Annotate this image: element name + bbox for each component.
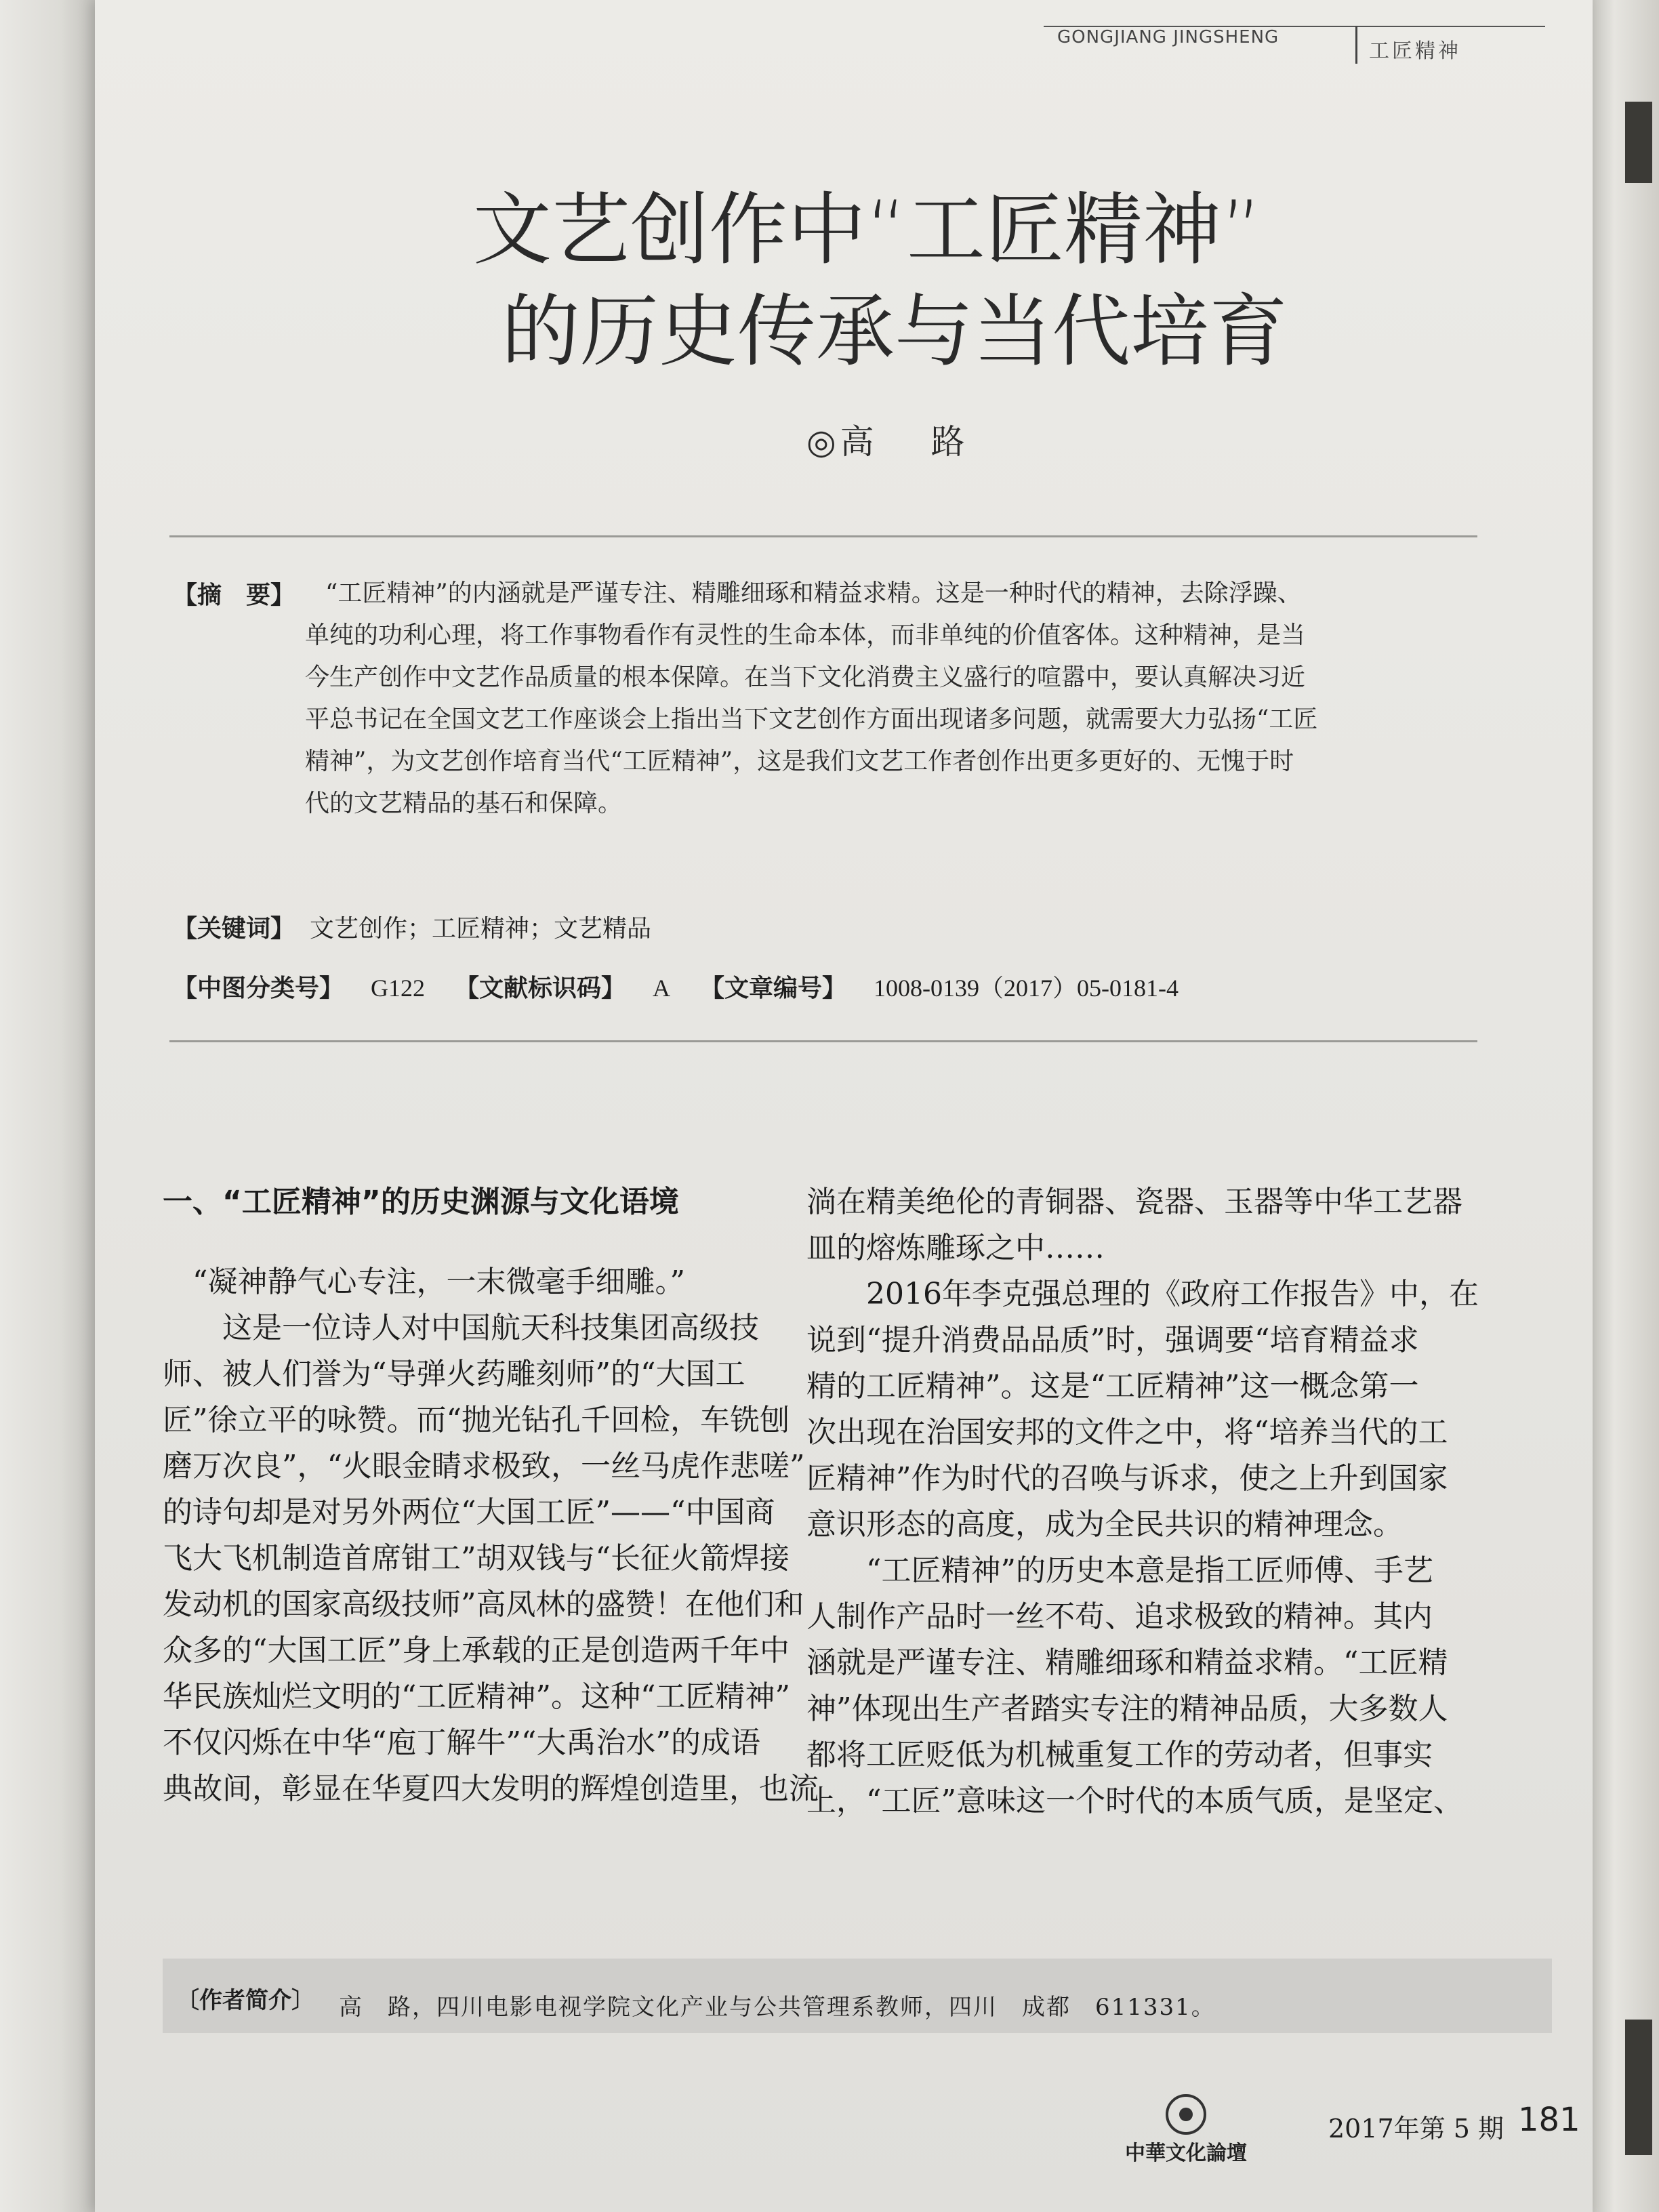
running-head-chinese: 工匠精神 [1369,39,1461,63]
page-number: 181 [1518,2101,1580,2139]
abstract-line: 今生产创作中文艺作品质量的根本保障。在当下文化消费主义盛行的喧嚣中，要认真解决习近 [305,663,1306,691]
body-line: 飞大飞机制造首席钳工”胡双钱与“长征火箭焊接 [163,1541,790,1576]
epigraph-quote: “凝神静气心专注，一末微毫手细雕。” [192,1265,685,1299]
body-line: “工匠精神”的历史本意是指工匠师傅、手艺 [806,1553,1433,1588]
body-line: 发动机的国家高级技师”高凤林的盛赞！在他们和 [163,1587,804,1622]
body-line: 神”体现出生产者踏实专注的精神品质，大多数人 [806,1692,1448,1726]
left-page-edge [0,0,102,2212]
keywords-value: 文艺创作；工匠精神；文艺精品 [310,915,652,943]
body-line: 众多的“大国工匠”身上承载的正是创造两千年中 [163,1633,790,1668]
running-head-divider [1355,26,1357,64]
logo-text: 中華文化論壇 [1125,2142,1247,2165]
running-head-pinyin: GONGJIANG JINGSHENG [1057,27,1279,47]
author-bio-label: 〔作者简介〕 [176,1987,314,2014]
article-author [806,415,988,464]
title-line-1: 文艺创作中“工匠精神” [472,184,1263,276]
body-line: 人制作产品时一丝不苟、追求极致的精神。其内 [806,1599,1433,1634]
clc-value: G122 [371,975,426,1002]
keywords [173,909,651,944]
body-column-left [163,1179,867,1812]
page-footer [1105,2094,1579,2182]
doc-code-value: A [653,975,671,1002]
body-line: 2016年李克强总理的《政府工作报告》中，在 [806,1277,1479,1311]
journal-logo [1118,2094,1254,2182]
abstract-line: 单纯的功利心理，将工作事物看作有灵性的生命本体，而非单纯的价值客体。这种精神，是当 [305,621,1306,649]
body-line: 说到“提升消费品品质”时，强调要“培育精益求 [806,1323,1419,1357]
body-line: 匠精神”作为时代的召唤与诉求，使之上升到国家 [806,1461,1448,1496]
body-line: 不仅闪烁在中华“庖丁解牛”“大禹治水”的成语 [163,1725,760,1760]
keywords-label: 【关键词】 [173,915,295,943]
running-head [1044,12,1559,63]
body-line: 典故间，彰显在华夏四大发明的辉煌创造里，也流 [163,1771,819,1806]
classification-row [173,969,1208,1004]
body-line: 次出现在治国安邦的文件之中，将“培养当代的工 [806,1415,1448,1450]
abstract-line: 平总书记在全国文艺工作座谈会上指出当下文艺创作方面出现诸多问题，就需要大力弘扬“工匠 [305,705,1318,733]
title-line-2: 的历史传承与当代培育 [501,286,1288,377]
abstract-line: “工匠精神”的内涵就是严谨专注、精雕细琢和精益求精。这是一种时代的精神，去除浮躁、 [325,579,1302,607]
body-line: 的诗句却是对另外两位“大国工匠”——“中国商 [163,1495,775,1530]
body-column-right [806,1179,1545,1824]
body-line: 意识形态的高度，成为全民共识的精神理念。 [806,1507,1403,1542]
issue-label: 2017年第 5 期 [1328,2114,1504,2144]
right-page-edge [1584,0,1659,2212]
author-name: 高 路 [840,422,988,462]
section-heading: 一、“工匠精神”的历史渊源与文化语境 [163,1185,679,1219]
abstract-line: 代的文艺精品的基石和保障。 [305,790,623,817]
body-line: 淌在精美绝伦的青铜器、瓷器、玉器等中华工艺器 [806,1185,1462,1219]
abstract-text [305,573,1471,825]
author-bio-text: 高 路，四川电影电视学院文化产业与公共管理系教师，四川 成都 611331。 [339,1994,1216,2021]
logo-emblem-icon [1166,2094,1206,2135]
body-line: 磨万次良”，“火眼金睛求极致，一丝马虎作悲嗟” [163,1449,805,1483]
journal-page [95,0,1593,2212]
article-number-label: 【文章编号】 [700,975,847,1002]
body-line: 都将工匠贬低为机械重复工作的劳动者，但事实 [806,1738,1433,1772]
body-line: 匠”徐立平的咏赞。而“抛光钻孔千回检，车铣刨 [163,1403,790,1437]
body-line: 精的工匠精神”。这是“工匠精神”这一概念第一 [806,1369,1419,1404]
abstract-bottom-rule [169,1040,1477,1042]
article-number-value: 1008-0139（2017）05-0181-4 [874,975,1179,1002]
body-line: 这是一位诗人对中国航天科技集团高级技 [222,1311,759,1345]
right-edge-strip [1625,2020,1652,2155]
body-line: 上，“工匠”意味这一个时代的本质气质，是坚定、 [806,1784,1463,1818]
body-line: 华民族灿烂文明的“工匠精神”。这种“工匠精神” [163,1679,790,1714]
body-line: 涵就是严谨专注、精雕细琢和精益求精。“工匠精 [806,1645,1448,1680]
clc-label: 【中图分类号】 [173,975,344,1002]
abstract-label: 【摘 要】 [173,581,295,609]
abstract-line: 精神”，为文艺创作培育当代“工匠精神”，这是我们文艺工作者创作出更多更好的、无愧于时 [305,747,1294,775]
right-edge-strip [1625,102,1652,183]
doc-code-label: 【文献标识码】 [455,975,626,1002]
body-line: 皿的熔炼雕琢之中…… [806,1231,1105,1265]
author-bio-band [163,1959,1552,2033]
author-mark: ◎ [806,422,840,462]
article-title [386,180,1403,383]
body-line: 师、被人们誉为“导弹火药雕刻师”的“大国工 [163,1357,745,1391]
abstract-top-rule [169,535,1477,537]
